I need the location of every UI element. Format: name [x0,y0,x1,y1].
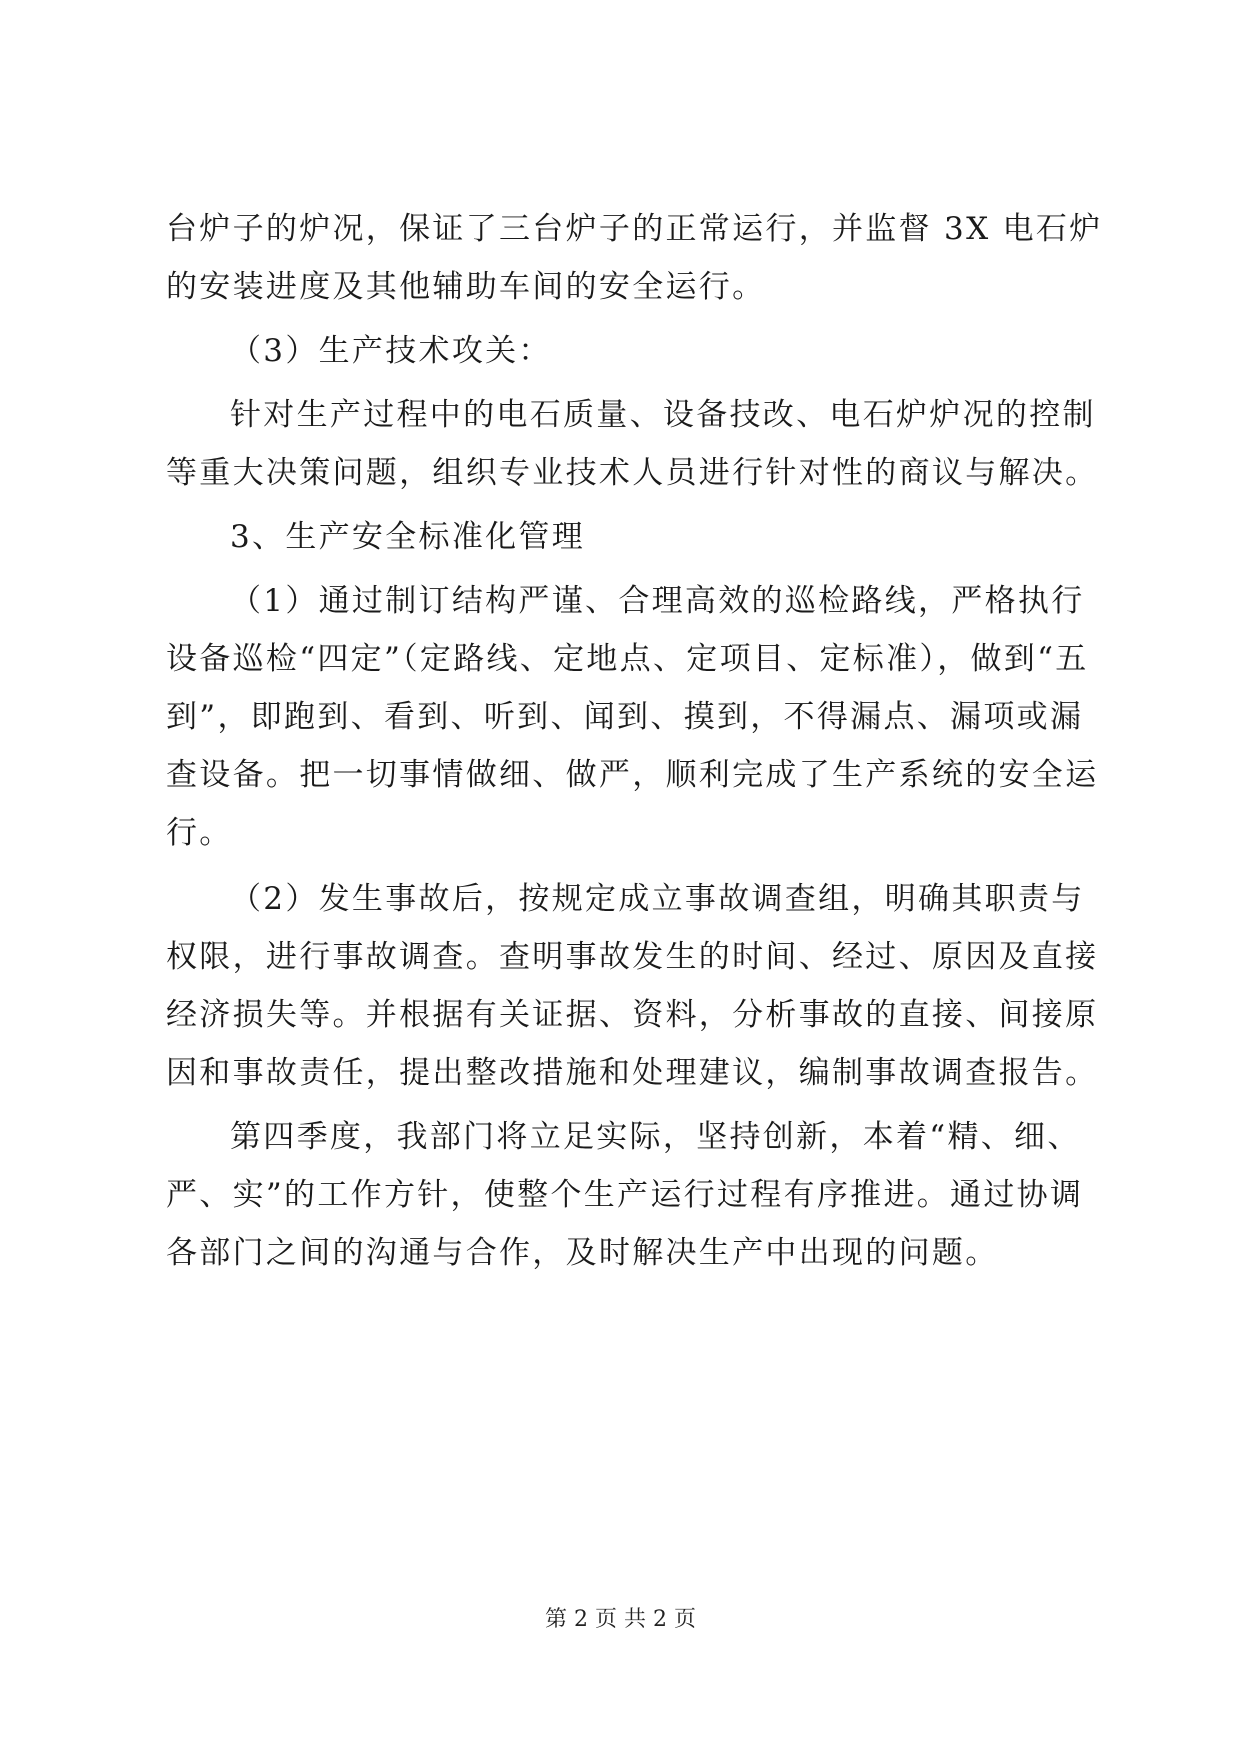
text-line: 台炉子的炉况，保证了三台炉子的正常运行，并监督 3X 电石炉 [166,211,1103,247]
text-line: 行。 [166,815,233,851]
text-line: 因和事故责任，提出整改措施和处理建议，编制事故调查报告。 [166,1055,1099,1091]
text-line: 等重大决策问题，组织专业技术人员进行针对性的商议与解决。 [166,455,1099,491]
text-line: （1）通过制订结构严谨、合理高效的巡检路线，严格执行 [230,583,1085,619]
text-line: 各部门之间的沟通与合作，及时解决生产中出现的问题。 [166,1235,999,1271]
text-line: 查设备。把一切事情做细、做严，顺利完成了生产系统的安全运 [166,757,1099,793]
page-number-footer: 第 2 页 共 2 页 [545,1607,696,1632]
text-line: 严、实”的工作方针，使整个生产运行过程有序推进。通过协调 [166,1177,1084,1213]
document-body [166,200,1103,1282]
text-line: 经济损失等。并根据有关证据、资料，分析事故的直接、间接原 [166,997,1099,1033]
text-line: 权限，进行事故调查。查明事故发生的时间、经过、原因及直接 [166,939,1099,975]
text-line: 到”，即跑到、看到、听到、闻到、摸到，不得漏点、漏项或漏 [166,699,1084,735]
text-line: 设备巡检“四定”（定路线、定地点、定项目、定标准），做到“五 [166,641,1089,677]
text-line: 针对生产过程中的电石质量、设备技改、电石炉炉况的控制 [230,397,1096,433]
text-line: 第四季度，我部门将立足实际，坚持创新，本着“精、细、 [230,1119,1081,1155]
text-line: （2）发生事故后，按规定成立事故调查组，明确其职责与 [230,881,1085,917]
section-heading: 3、生产安全标准化管理 [230,519,586,555]
section-heading: （3）生产技术攻关： [230,333,552,369]
text-line: 的安装进度及其他辅助车间的安全运行。 [166,269,766,305]
